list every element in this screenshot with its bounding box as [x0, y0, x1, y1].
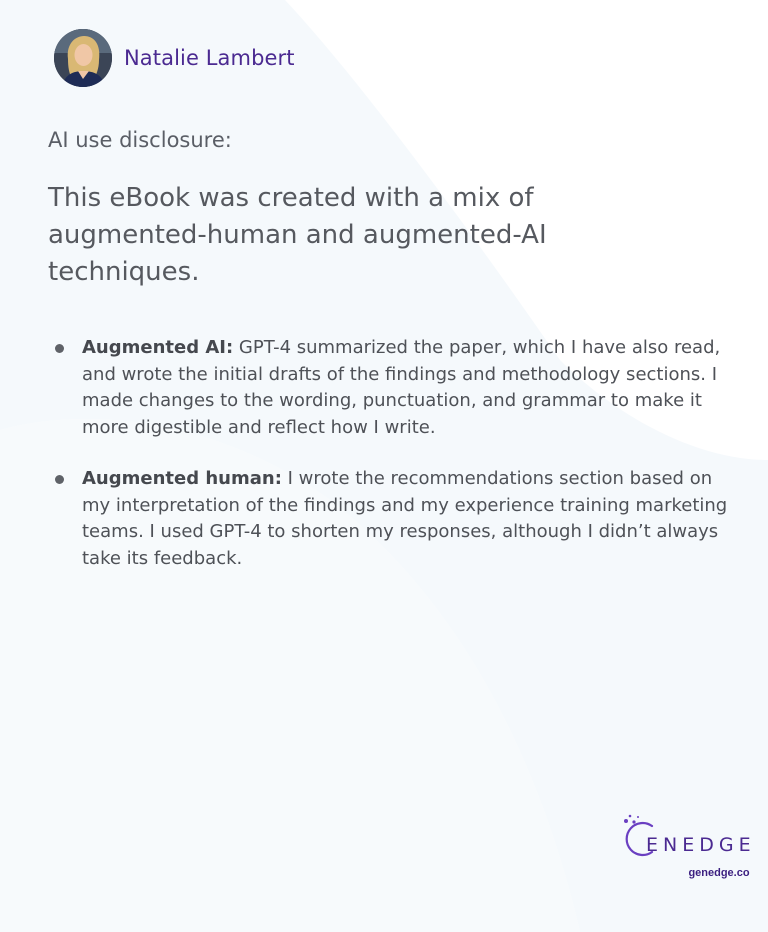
- bullet-term: Augmented human:: [82, 468, 282, 489]
- author-avatar: [54, 29, 112, 87]
- author-name[interactable]: Natalie Lambert: [124, 46, 295, 70]
- bullet-text: I wrote the recommendations section based on my interpretation of the findings and my experience training marketing teams. I used GPT-4 to shorten my responses, although I didn’t always take its feedback.: [82, 468, 728, 569]
- disclosure-bullet-list: [48, 335, 728, 597]
- bullet-text: GPT-4 summarized the paper, which I have also read, and wrote the initial drafts of the findings and methodology sections. I made changes to the wording, punctuation, and grammar to make it more digestible and reflect how I write.: [82, 337, 721, 438]
- portrait-photo-icon: [54, 29, 112, 87]
- bullet-dot-icon: [55, 475, 64, 484]
- author-header: [54, 29, 295, 87]
- disclosure-label: AI use disclosure:: [48, 128, 232, 152]
- bullet-term: Augmented AI:: [82, 337, 234, 358]
- list-item: [48, 466, 728, 572]
- list-item: [48, 335, 728, 441]
- bullet-dot-icon: [55, 344, 64, 353]
- svg-text:ENEDGE: ENEDGE: [646, 834, 756, 856]
- disclosure-headline: This eBook was created with a mix of augmented-human and augmented-AI techniques.: [48, 183, 547, 287]
- brand-url[interactable]: genedge.co: [688, 867, 750, 879]
